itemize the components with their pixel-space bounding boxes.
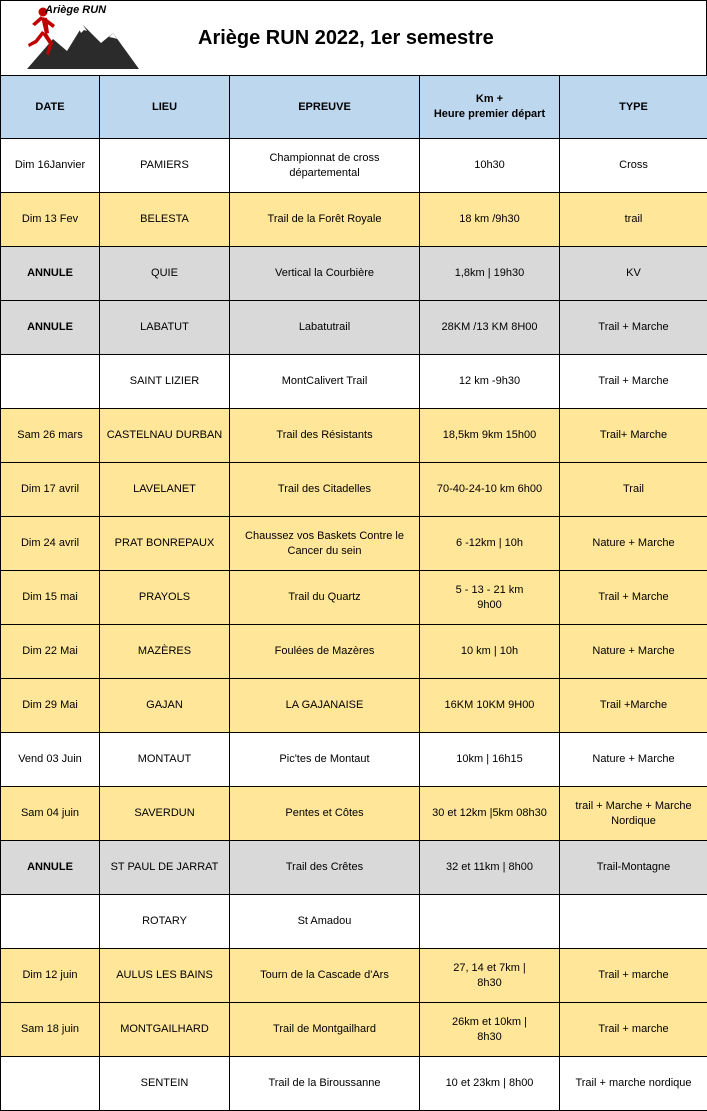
cell-type: Cross bbox=[560, 139, 707, 193]
cell-epreuve: Trail des Crêtes bbox=[230, 841, 420, 895]
cell-lieu: PAMIERS bbox=[100, 139, 230, 193]
cell-lieu: LABATUT bbox=[100, 301, 230, 355]
cell-epreuve: Pentes et Côtes bbox=[230, 787, 420, 841]
cell-type: Nature + Marche bbox=[560, 733, 707, 787]
cell-date bbox=[1, 1057, 100, 1111]
cell-epreuve: Trail de Montgailhard bbox=[230, 1003, 420, 1057]
cell-date: Dim 16Janvier bbox=[1, 139, 100, 193]
table-row bbox=[1, 895, 707, 949]
column-header-date: DATE bbox=[1, 76, 100, 139]
cell-epreuve: Trail des Citadelles bbox=[230, 463, 420, 517]
cell-km: 1,8km | 19h30 bbox=[420, 247, 560, 301]
cell-epreuve: St Amadou bbox=[230, 895, 420, 949]
table-row bbox=[1, 1003, 707, 1057]
cell-type: Trail + marche bbox=[560, 1003, 707, 1057]
table-row bbox=[1, 409, 707, 463]
column-header-epreuve: EPREUVE bbox=[230, 76, 420, 139]
cell-date: Sam 26 mars bbox=[1, 409, 100, 463]
cell-epreuve: Trail de la Biroussanne bbox=[230, 1057, 420, 1111]
table-row bbox=[1, 841, 707, 895]
cell-date: ANNULE bbox=[1, 841, 100, 895]
table-row bbox=[1, 301, 707, 355]
cell-date: Dim 29 Mai bbox=[1, 679, 100, 733]
cell-km: 18 km /9h30 bbox=[420, 193, 560, 247]
table-header-row bbox=[1, 76, 707, 139]
cell-epreuve: Chaussez vos Baskets Contre le Cancer du sein bbox=[230, 517, 420, 571]
cell-km: 27, 14 et 7km | 8h30 bbox=[420, 949, 560, 1003]
cell-epreuve: Trail de la Forêt Royale bbox=[230, 193, 420, 247]
table-row bbox=[1, 949, 707, 1003]
cell-type: Trail + marche bbox=[560, 949, 707, 1003]
cell-epreuve: Trail du Quartz bbox=[230, 571, 420, 625]
cell-type: trail + Marche + Marche Nordique bbox=[560, 787, 707, 841]
cell-km: 10km | 16h15 bbox=[420, 733, 560, 787]
cell-lieu: BELESTA bbox=[100, 193, 230, 247]
cell-date: Dim 22 Mai bbox=[1, 625, 100, 679]
cell-type: Trail +Marche bbox=[560, 679, 707, 733]
cell-date: ANNULE bbox=[1, 301, 100, 355]
cell-lieu: CASTELNAU DURBAN bbox=[100, 409, 230, 463]
cell-date: Dim 13 Fev bbox=[1, 193, 100, 247]
cell-date bbox=[1, 355, 100, 409]
cell-lieu: SAINT LIZIER bbox=[100, 355, 230, 409]
cell-km: 10h30 bbox=[420, 139, 560, 193]
cell-epreuve: Pic'tes de Montaut bbox=[230, 733, 420, 787]
cell-km: 26km et 10km | 8h30 bbox=[420, 1003, 560, 1057]
cell-km: 16KM 10KM 9H00 bbox=[420, 679, 560, 733]
cell-date: Dim 24 avril bbox=[1, 517, 100, 571]
sheet-header bbox=[0, 0, 707, 75]
cell-epreuve: Vertical la Courbière bbox=[230, 247, 420, 301]
cell-type: Trail + Marche bbox=[560, 571, 707, 625]
cell-km: 5 - 13 - 21 km 9h00 bbox=[420, 571, 560, 625]
cell-lieu: GAJAN bbox=[100, 679, 230, 733]
cell-epreuve: Foulées de Mazères bbox=[230, 625, 420, 679]
cell-lieu: QUIE bbox=[100, 247, 230, 301]
table-row bbox=[1, 679, 707, 733]
table-row bbox=[1, 625, 707, 679]
cell-type: Trail + Marche bbox=[560, 355, 707, 409]
cell-lieu: PRAT BONREPAUX bbox=[100, 517, 230, 571]
page-title: Ariège RUN 2022, 1er semestre bbox=[198, 27, 494, 50]
column-header-type: TYPE bbox=[560, 76, 707, 139]
cell-lieu: MAZÈRES bbox=[100, 625, 230, 679]
cell-lieu: SENTEIN bbox=[100, 1057, 230, 1111]
cell-epreuve: Trail des Résistants bbox=[230, 409, 420, 463]
table-row bbox=[1, 733, 707, 787]
cell-lieu: MONTAUT bbox=[100, 733, 230, 787]
cell-date: Dim 15 mai bbox=[1, 571, 100, 625]
cell-date: Vend 03 Juin bbox=[1, 733, 100, 787]
events-table bbox=[0, 75, 707, 1111]
table-row bbox=[1, 463, 707, 517]
table-row bbox=[1, 517, 707, 571]
cell-type bbox=[560, 895, 707, 949]
cell-km: 28KM /13 KM 8H00 bbox=[420, 301, 560, 355]
table-row bbox=[1, 139, 707, 193]
cell-type: Trail+ Marche bbox=[560, 409, 707, 463]
cell-km: 10 km | 10h bbox=[420, 625, 560, 679]
cell-date: Sam 18 juin bbox=[1, 1003, 100, 1057]
cell-date: Dim 17 avril bbox=[1, 463, 100, 517]
cell-epreuve: Labatutrail bbox=[230, 301, 420, 355]
cell-date: Dim 12 juin bbox=[1, 949, 100, 1003]
column-header-km-heure: Km + Heure premier départ bbox=[420, 76, 560, 139]
cell-type: Nature + Marche bbox=[560, 625, 707, 679]
table-row bbox=[1, 355, 707, 409]
table-row bbox=[1, 1057, 707, 1111]
cell-date: Sam 04 juin bbox=[1, 787, 100, 841]
cell-lieu: AULUS LES BAINS bbox=[100, 949, 230, 1003]
cell-lieu: LAVELANET bbox=[100, 463, 230, 517]
table-row bbox=[1, 247, 707, 301]
cell-km: 10 et 23km | 8h00 bbox=[420, 1057, 560, 1111]
cell-date bbox=[1, 895, 100, 949]
cell-type: Trail + Marche bbox=[560, 301, 707, 355]
cell-lieu: SAVERDUN bbox=[100, 787, 230, 841]
cell-lieu: ROTARY bbox=[100, 895, 230, 949]
cell-lieu: PRAYOLS bbox=[100, 571, 230, 625]
table-row bbox=[1, 193, 707, 247]
cell-date: ANNULE bbox=[1, 247, 100, 301]
cell-epreuve: Tourn de la Cascade d'Ars bbox=[230, 949, 420, 1003]
column-header-lieu: LIEU bbox=[100, 76, 230, 139]
events-table-body bbox=[1, 139, 707, 1111]
cell-lieu: ST PAUL DE JARRAT bbox=[100, 841, 230, 895]
cell-epreuve: MontCalivert Trail bbox=[230, 355, 420, 409]
table-row bbox=[1, 571, 707, 625]
cell-km: 70-40-24-10 km 6h00 bbox=[420, 463, 560, 517]
table-row bbox=[1, 787, 707, 841]
logo-text: Ariège RUN bbox=[45, 4, 106, 16]
cell-type: trail bbox=[560, 193, 707, 247]
cell-km: 18,5km 9km 15h00 bbox=[420, 409, 560, 463]
cell-type: Trail bbox=[560, 463, 707, 517]
cell-km: 32 et 11km | 8h00 bbox=[420, 841, 560, 895]
cell-km bbox=[420, 895, 560, 949]
cell-type: Nature + Marche bbox=[560, 517, 707, 571]
cell-km: 6 -12km | 10h bbox=[420, 517, 560, 571]
cell-lieu: MONTGAILHARD bbox=[100, 1003, 230, 1057]
cell-epreuve: Championnat de cross départemental bbox=[230, 139, 420, 193]
cell-km: 12 km -9h30 bbox=[420, 355, 560, 409]
cell-type: Trail-Montagne bbox=[560, 841, 707, 895]
cell-km: 30 et 12km |5km 08h30 bbox=[420, 787, 560, 841]
cell-epreuve: LA GAJANAISE bbox=[230, 679, 420, 733]
cell-type: KV bbox=[560, 247, 707, 301]
cell-type: Trail + marche nordique bbox=[560, 1057, 707, 1111]
